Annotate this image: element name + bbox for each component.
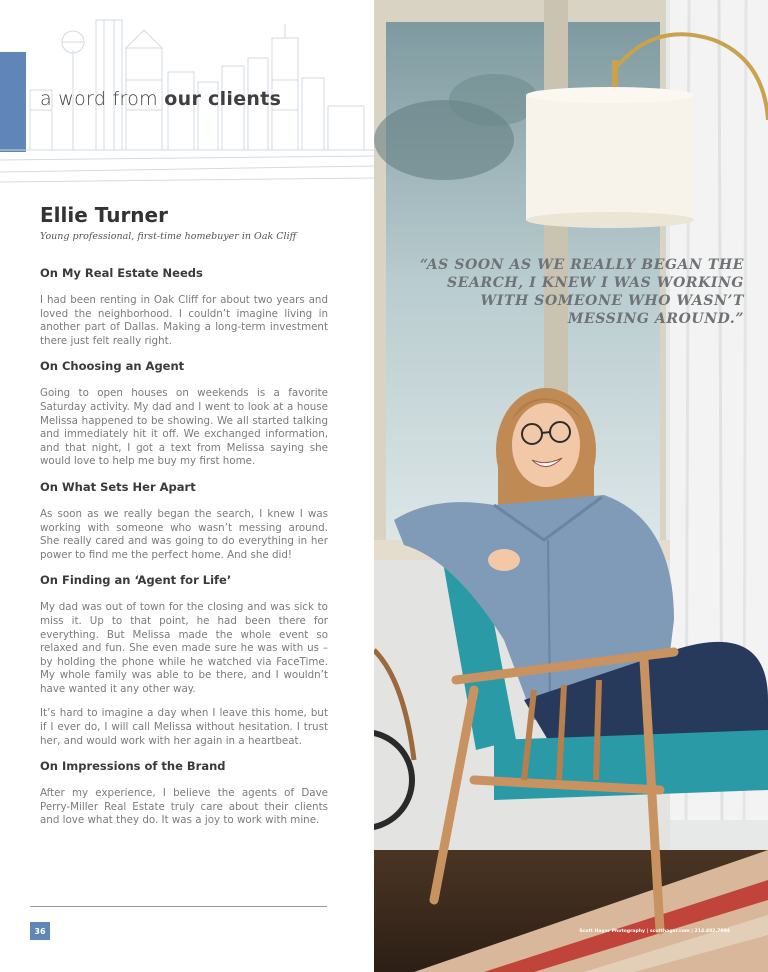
section-real-estate-needs — [40, 266, 328, 348]
section-paragraph: After my experience, I believe the agents of Dave Perry-Miller Real Estate truly care about their clients and love what they do. It was a joy to work with mine. — [40, 787, 328, 827]
section-paragraph: Going to open houses on weekends is a favorite Saturday activity. My dad and I went to look at a house Melissa happened to be showing. We all started talking and immediately hit it off. We exchanged information, and that night, I got a text from Melissa saying she would love to help me buy my first home. — [40, 387, 328, 468]
section-impressions-brand — [40, 759, 328, 828]
section-paragraph: As soon as we really began the search, I knew I was working with someone who wasn’t messing around. She really cared and was going to do everything in her power to find me the perfect home. And she did! — [40, 507, 328, 561]
section-agent-for-life — [40, 573, 328, 748]
section-heading: On Choosing an Agent — [40, 359, 185, 374]
footer-rule — [30, 906, 327, 907]
page-number: 36 — [30, 922, 50, 940]
section-heading: On My Real Estate Needs — [40, 266, 203, 280]
header-emphasis: our clients — [164, 88, 282, 110]
client-name: Ellie Turner — [40, 203, 168, 227]
section-paragraph: I had been renting in Oak Cliff for about two years and loved the neighborhood. I couldn’t imagine living in another part of Dallas. Making a long-term investment there just felt really right. — [40, 294, 328, 347]
section-heading: On Impressions of the Brand — [40, 759, 226, 774]
section-heading: On Finding an ‘Agent for Life’ — [40, 573, 232, 588]
section-paragraph: My dad was out of town for the closing and was sick to miss it. Up to that point, he had been there for everything. But Melissa made the whole event so relaxed and fun. She even made sure he was with us – by holding the phone while he watched via FaceTime. My whole family was able to be there, and I wouldn’t have wanted it any other way. — [40, 601, 328, 695]
section-choosing-agent — [40, 359, 328, 469]
testimonial-body — [40, 266, 328, 839]
section-header — [40, 88, 281, 110]
pull-quote: “AS SOON AS WE REALLY BEGAN THE SEARCH, I KNEW I WAS WORKING WITH SOMEONE WHO WASN’T MESSING AROUND.” — [420, 257, 744, 327]
photo-credit: Scott Hagar Photography | scotthagar.com | 214.402.7994 — [579, 929, 730, 934]
header-prefix: a word from — [40, 88, 158, 110]
section-paragraph: It’s hard to imagine a day when I leave this home, but if I ever do, I will call Melissa without hesitation. I trust her, and would work with her again in a heartbeat. — [40, 707, 328, 747]
client-portrait-photo — [374, 0, 768, 972]
portrait-illustration — [374, 0, 768, 972]
section-heading: On What Sets Her Apart — [40, 479, 196, 494]
client-subtitle: Young professional, first-time homebuyer in Oak Cliff — [40, 231, 297, 242]
left-page — [0, 0, 374, 972]
section-sets-her-apart — [40, 480, 328, 562]
